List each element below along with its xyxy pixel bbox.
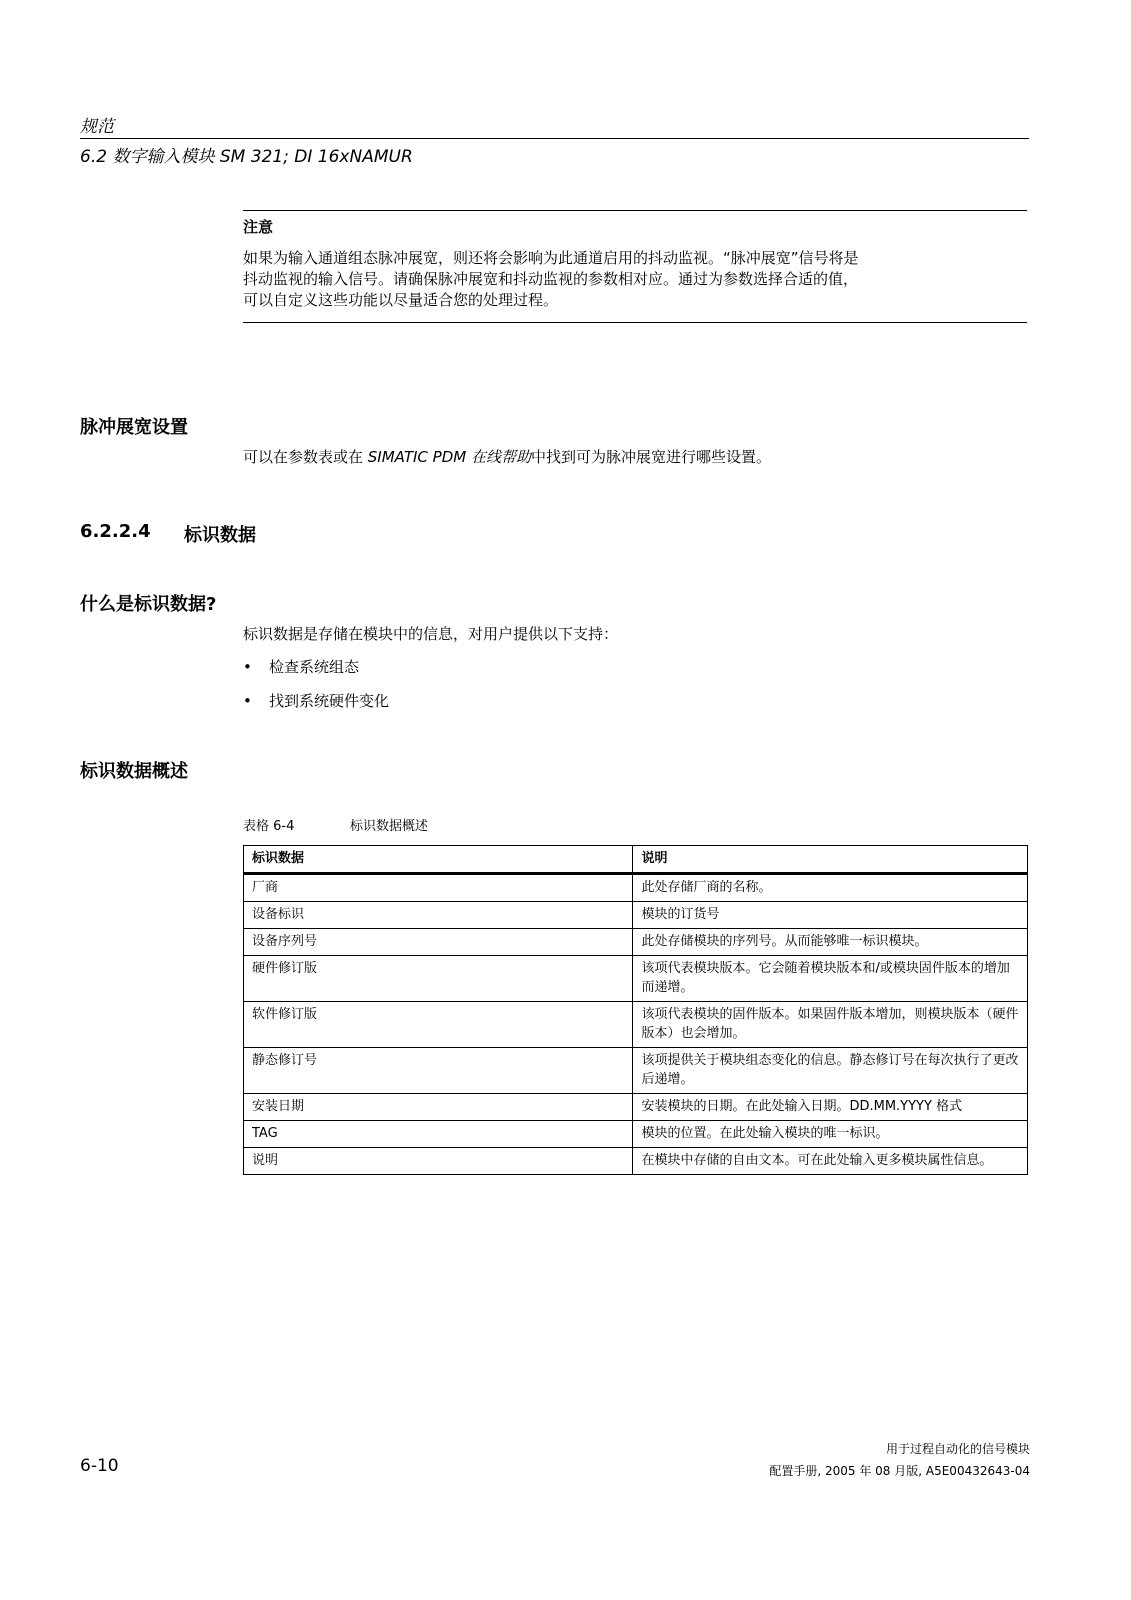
note-bottom-rule — [243, 322, 1027, 323]
bullet-dot-icon: • — [243, 658, 252, 676]
table-row — [244, 1002, 1028, 1048]
section-title: 标识数据 — [184, 525, 256, 546]
table-cell: 硬件修订版 — [244, 956, 633, 1002]
page-number: 6-10 — [80, 1456, 119, 1476]
section-header: 6.2 数字输入模块 SM 321; DI 16xNAMUR — [80, 147, 413, 167]
chapter-header: 规范 — [80, 117, 114, 137]
pulse-section-text — [243, 446, 771, 467]
header-rule — [80, 138, 1029, 139]
pulse-section-heading: 脉冲展宽设置 — [80, 417, 188, 438]
note-title: 注意 — [243, 218, 274, 236]
footer-edition: 配置手册, 2005 年 08 月版, A5E00432643-04 — [769, 1464, 1030, 1478]
column-header: 说明 — [633, 846, 1028, 874]
pulse-text-before: 可以在参数表或在 — [243, 448, 368, 466]
table-row — [244, 1094, 1028, 1121]
table-caption-label: 表格 6-4 — [243, 819, 295, 834]
table-caption-title: 标识数据概述 — [350, 819, 429, 834]
table-row — [244, 1121, 1028, 1148]
bullet-dot-icon: • — [243, 692, 252, 710]
table-cell: 软件修订版 — [244, 1002, 633, 1048]
note-line: 如果为输入通道组态脉冲展宽，则还将会影响为此通道启用的抖动监视。“脉冲展宽”信号将是 — [243, 249, 859, 267]
column-header: 标识数据 — [244, 846, 633, 874]
note-line: 抖动监视的输入信号。请确保脉冲展宽和抖动监视的参数相对应。通过为参数选择合适的值， — [243, 270, 859, 288]
table-cell: 静态修订号 — [244, 1048, 633, 1094]
table-cell: 说明 — [244, 1148, 633, 1175]
table-cell: 模块的订货号 — [633, 902, 1028, 929]
table-cell: 设备标识 — [244, 902, 633, 929]
bullet-text: 检查系统组态 — [269, 658, 360, 676]
section-number: 6.2.2.4 — [80, 521, 151, 542]
table-row — [244, 956, 1028, 1002]
bullet-item — [243, 656, 359, 677]
table-row — [244, 1148, 1028, 1175]
overview-heading: 标识数据概述 — [80, 761, 188, 782]
what-is-intro: 标识数据是存储在模块中的信息，对用户提供以下支持： — [243, 625, 619, 643]
table-cell: 安装模块的日期。在此处输入日期。DD.MM.YYYY 格式 — [633, 1094, 1028, 1121]
table-row — [244, 1048, 1028, 1094]
pdm-help-reference: SIMATIC PDM 在线帮助 — [367, 448, 531, 466]
table-cell: 此处存储模块的序列号。从而能够唯一标识模块。 — [633, 929, 1028, 956]
what-is-heading: 什么是标识数据? — [80, 594, 217, 615]
bullet-text: 找到系统硬件变化 — [269, 692, 390, 710]
table-row — [244, 874, 1028, 902]
footer-doc-title: 用于过程自动化的信号模块 — [885, 1442, 1030, 1456]
table-row — [244, 902, 1028, 929]
note-top-rule — [243, 210, 1027, 211]
table-header-row — [244, 846, 1028, 874]
table-cell: 该项代表模块的固件版本。如果固件版本增加，则模块版本（硬件版本）也会增加。 — [633, 1002, 1028, 1048]
identification-data-table — [243, 845, 1028, 1175]
table-cell: 在模块中存储的自由文本。可在此处输入更多模块属性信息。 — [633, 1148, 1028, 1175]
table-cell: 模块的位置。在此处输入模块的唯一标识。 — [633, 1121, 1028, 1148]
note-line: 可以自定义这些功能以尽量适合您的处理过程。 — [243, 291, 559, 309]
note-body — [243, 248, 1027, 311]
table-cell: 此处存储厂商的名称。 — [633, 874, 1028, 902]
bullet-item — [243, 690, 389, 711]
table-cell: 该项提供关于模块组态变化的信息。静态修订号在每次执行了更改后递增。 — [633, 1048, 1028, 1094]
table-cell: 该项代表模块版本。它会随着模块版本和/或模块固件版本的增加而递增。 — [633, 956, 1028, 1002]
table-cell: 安装日期 — [244, 1094, 633, 1121]
table-cell: 厂商 — [244, 874, 633, 902]
table-cell: 设备序列号 — [244, 929, 633, 956]
table-cell: TAG — [244, 1121, 633, 1148]
pulse-text-after: 中找到可为脉冲展宽进行哪些设置。 — [530, 448, 771, 466]
table-row — [244, 929, 1028, 956]
